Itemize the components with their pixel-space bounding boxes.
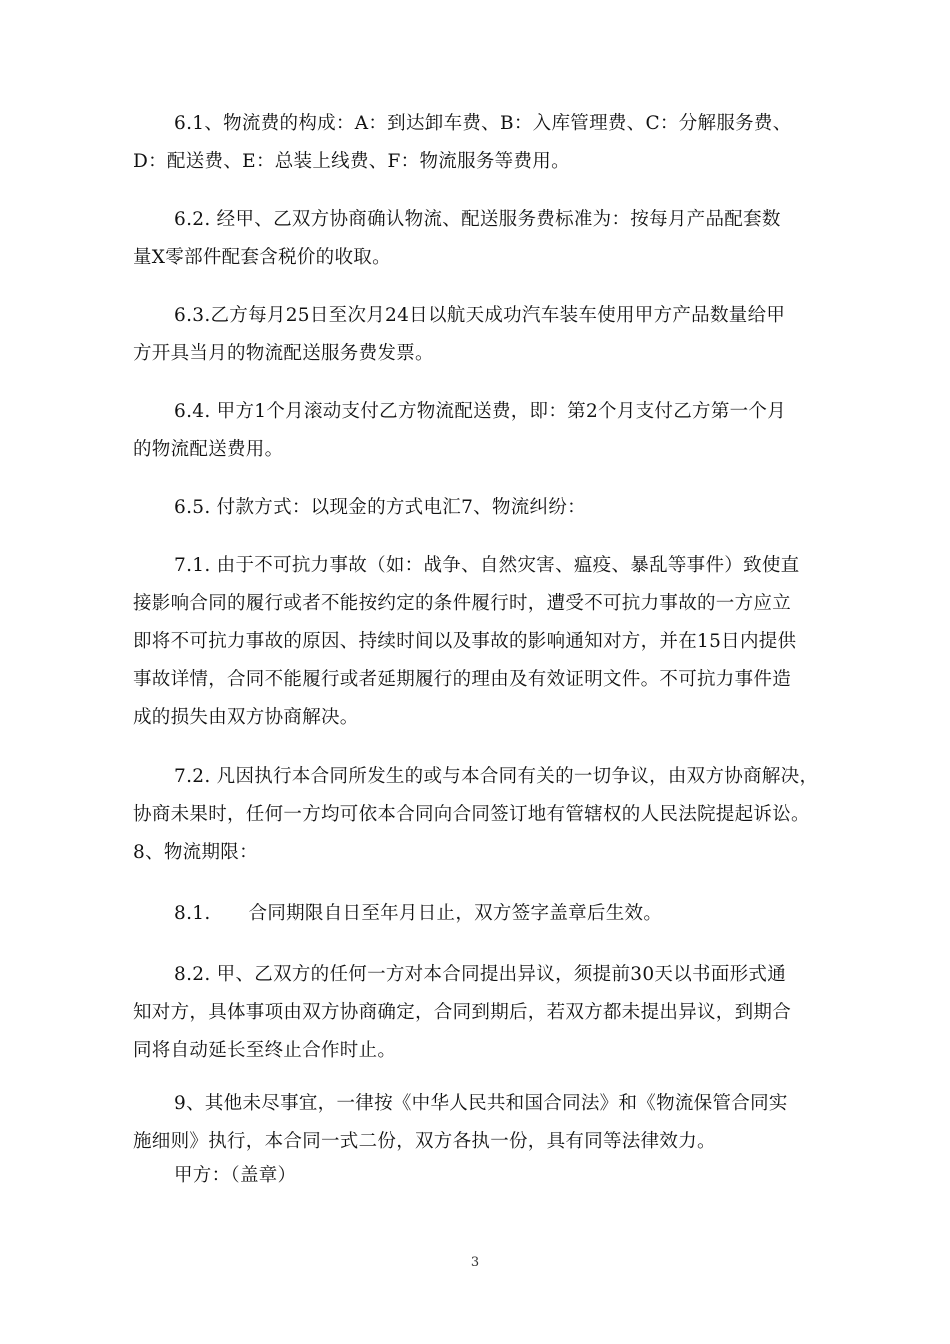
paragraph-8-2	[133, 956, 823, 1070]
text-line: 知对方，具体事项由双方协商确定，合同到期后，若双方都未提出异议，到期合	[133, 1002, 792, 1023]
text-line: 即将不可抗力事故的原因、持续时间以及事故的影响通知对方，并在15日内提供	[133, 631, 797, 652]
text-line: 施细则》执行，本合同一式二份，双方各执一份，具有同等法律效力。	[133, 1131, 716, 1152]
text-line: 6.2. 经甲、乙双方协商确认物流、配送服务费标准为：按每月产品配套数	[174, 209, 781, 230]
text-line: D：配送费、E：总装上线费、F：物流服务等费用。	[133, 151, 570, 172]
paragraph-7-1	[133, 547, 823, 737]
paragraph-8-1	[133, 895, 823, 933]
text-line: 8、物流期限：	[133, 842, 258, 863]
text-line: 量X零部件配套含税价的收取。	[133, 247, 391, 268]
paragraph-7-2	[133, 758, 823, 872]
text-line: 9、其他未尽事宜，一律按《中华人民共和国合同法》和《物流保管合同实	[174, 1093, 788, 1114]
text-line: 的物流配送费用。	[133, 439, 284, 460]
text-line	[133, 895, 823, 933]
text-line: 6.5. 付款方式：以现金的方式电汇7、物流纠纷：	[174, 497, 586, 518]
clause-text: 合同期限自日至年月日止，双方签字盖章后生效。	[248, 903, 663, 924]
page-number: 3	[470, 1255, 480, 1270]
paragraph-6-4	[133, 393, 823, 469]
text-line: 方开具当月的物流配送服务费发票。	[133, 343, 434, 364]
text-line: 8.2. 甲、乙双方的任何一方对本合同提出异议，须提前30天以书面形式通	[174, 964, 787, 985]
paragraph-6-3	[133, 297, 823, 373]
paragraph-9	[133, 1085, 823, 1161]
text-line: 事故详情，合同不能履行或者延期履行的理由及有效证明文件。不可抗力事件造	[133, 669, 792, 690]
text-line: 成的损失由双方协商解决。	[133, 707, 359, 728]
text-line: 协商未果时，任何一方均可依本合同向合同签订地有管辖权的人民法院提起诉讼。	[133, 804, 810, 825]
paragraph-6-1	[133, 105, 823, 181]
text-line: 接影响合同的履行或者不能按约定的条件履行时，遭受不可抗力事故的一方应立	[133, 593, 792, 614]
text-line: 7.2. 凡因执行本合同所发生的或与本合同有关的一切争议，由双方协商解决，	[174, 766, 819, 787]
clause-number: 8.1.	[174, 903, 211, 924]
text-line: 6.1、物流费的构成：A：到达卸车费、B：入库管理费、C：分解服务费、	[174, 113, 792, 134]
party-a-signature	[133, 1157, 823, 1195]
text-line: 6.4. 甲方1个月滚动支付乙方物流配送费，即：第2个月支付乙方第一个月	[174, 401, 787, 422]
paragraph-6-2	[133, 201, 823, 277]
text-line: 7.1. 由于不可抗力事故（如：战争、自然灾害、瘟疫、暴乱等事件）致使直	[174, 555, 800, 576]
paragraph-6-5	[133, 489, 823, 527]
text-line: 6.3.乙方每月25日至次月24日以航天成功汽车装车使用甲方产品数量给甲	[174, 305, 786, 326]
text-line: 同将自动延长至终止合作时止。	[133, 1040, 397, 1061]
text-line: 甲方：（盖章）	[174, 1165, 297, 1186]
